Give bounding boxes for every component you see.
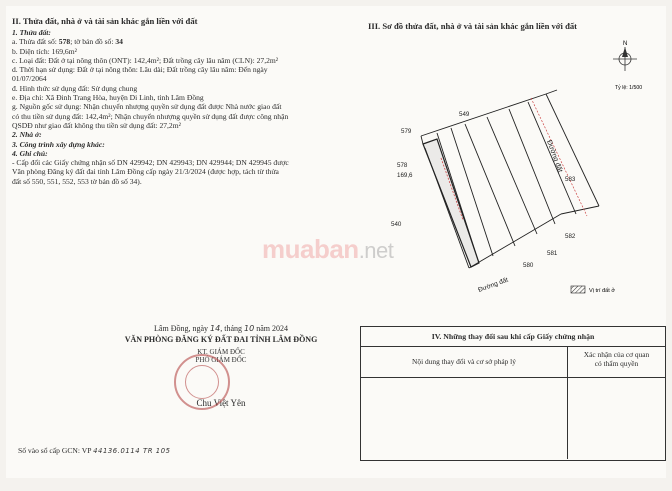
compass-north-icon [613,41,637,71]
legend-label: Vị trí đất ở [589,288,616,294]
changes-content-header: Nội dung thay đổi và cơ sở pháp lý [361,347,568,377]
address-line: e. Địa chỉ: Xã Đinh Trang Hòa, huyện Di Linh, tỉnh Lâm Đồng [12,93,204,103]
term-line-2: 01/07/2064 [12,74,47,84]
date-month: 10 [244,324,255,333]
house-heading: 2. Nhà ở: [12,130,42,140]
date-day: 14 [210,324,221,333]
origin-line-3: QSDĐ như giao đất không thu tiền sử dụng đất: 27,2m² [12,120,181,130]
changes-table [360,326,666,461]
registry-number [18,446,171,455]
road-label-right: Đường đất [545,139,564,174]
kt-label: KT. GIÁM ĐỐC [197,348,245,356]
parcel-583-label: 583 [565,176,576,183]
notes-heading: 4. Ghi chú: [12,148,48,158]
section-3-title: III. Sơ đồ thửa đất, nhà ở và tài sản khác gắn liền với đất [368,21,578,31]
land-info-section [12,16,347,186]
note-line-2: Văn phòng Đăng ký đất đai tỉnh Lâm Đồng cấp ngày 21/3/2024 (được hợp, tách từ thửa [12,167,279,177]
date-prefix: Lâm Đồng, ngày [154,324,209,333]
registry-label: Số vào sổ cấp GCN: VP [18,446,92,455]
other-construction-heading: 3. Công trình xây dựng khác: [12,139,105,149]
issue-date: Lâm Đồng, ngày 14, tháng 10 năm 2024 [154,324,288,333]
parcel-580-label: 580 [523,262,534,269]
section-2-title: II. Thửa đất, nhà ở và tài sản khác gắn liền với đất [12,16,198,26]
confirm-header-line-2: có thẩm quyền [594,359,639,368]
parcel-line [12,37,347,46]
origin-line-1: g. Nguồn gốc sử dụng: Nhận chuyển nhượng quyền sử dụng đất được Nhà nước giao đất [12,102,282,112]
parcel-sketch-map [358,36,672,298]
signer-name: Chu Việt Yên [196,398,246,408]
parcel-579-label: 579 [401,128,412,135]
scale-label: Tỷ lệ: 1/500 [615,85,643,91]
changes-header-row [361,347,665,378]
origin-line-2: có thu tiền sử dụng đất: 142,4m²; Nhận chuyển nhượng quyền sử dụng đất được công nhận [12,111,289,121]
parcel-582-label: 582 [565,233,576,240]
confirm-header-line-1: Xác nhận của cơ quan [583,350,650,359]
watermark-tld: .net [358,238,394,263]
registry-value: 44136.0114 TR 105 [93,447,171,455]
note-line-3: đất số 550, 551, 552, 553 tờ bản đồ số 34). [12,176,142,186]
parcel-578-label: 578 [397,162,408,169]
parcel-581-label: 581 [547,250,558,257]
parcel-578-area-label: 169,6 [397,172,413,179]
form-line: đ. Hình thức sử dụng đất: Sử dụng chung [12,83,138,93]
note-line-1: - Cấp đổi các Giấy chứng nhận số DN 429942; DN 429943; DN 429944; DN 429945 được [12,158,289,168]
year-label: năm 2024 [256,324,288,333]
legend [571,286,615,294]
north-label: N [623,41,628,47]
parcel-540-label: 540 [391,221,402,228]
parcel-549-label: 549 [459,111,470,118]
parcel-separator: ; tờ bản đồ số: [70,37,114,47]
changes-title: IV. Những thay đổi sau khi cấp Giấy chứng nhận [361,327,665,347]
land-type-line: c. Loại đất: Đất ở tại nông thôn (ONT): 142,4m²; Đất trồng cây lâu năm (CLN): 27,2m² [12,55,279,65]
official-seal-stamp [174,354,230,410]
sheet-number: 34 [115,37,123,47]
watermark [262,234,393,265]
parcel-number: 578 [58,37,71,47]
issuing-office: VĂN PHÒNG ĐĂNG KÝ ĐẤT ĐAI TỈNH LÂM ĐỒNG [124,335,318,344]
parcel-578-outline [423,139,479,267]
month-label: tháng [224,324,242,333]
deputy-label: PHÓ GIÁM ĐỐC [195,356,247,364]
land-heading: 1. Thửa đất: [12,28,51,37]
certificate-page [6,6,666,478]
changes-content-cell [361,378,568,459]
area-line: b. Diện tích: 169,6m² [12,46,77,56]
parcel-labels [391,111,576,269]
changes-confirm-header [568,347,665,377]
changes-body [361,378,665,459]
parcel-prefix: a. Thửa đất số: [12,37,57,47]
road-label-bottom: Đường đất [477,276,510,294]
term-line-1: d. Thời hạn sử dụng: Đất ở tại nông thôn: Lâu dài; Đất trồng cây lâu năm: Đến ngày [12,65,268,75]
watermark-brand: muaban [262,234,359,264]
